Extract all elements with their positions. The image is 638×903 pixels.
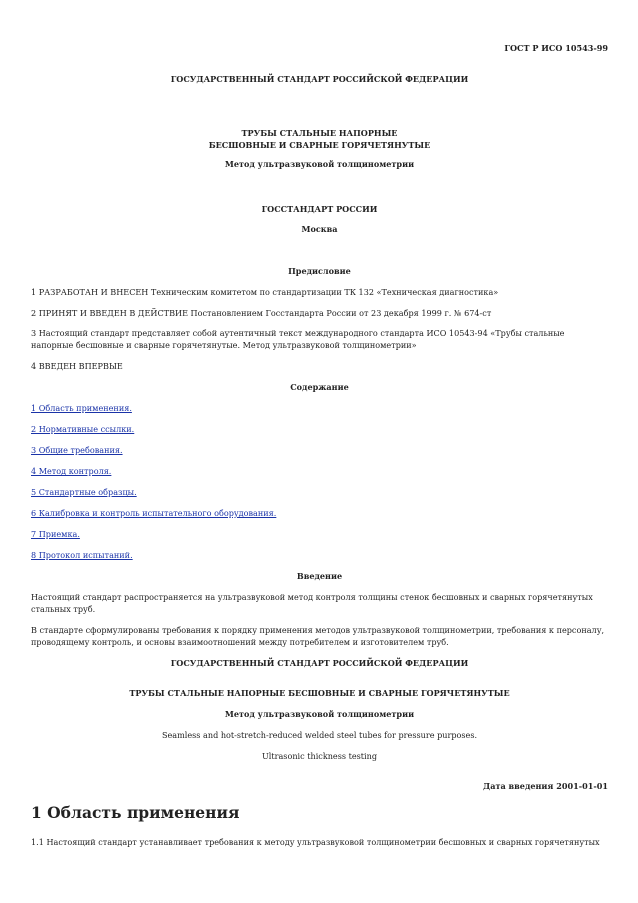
- foreword-item: 3 Настоящий стандарт представляет собой аутентичный текст международного стандарта ИСО 10543-94 «Трубы стальные напорные бесшовные и сварные горячетянутые. Метод ультразвуковой толщинометрии»: [31, 328, 565, 350]
- section-1-heading: 1 Область применения: [31, 803, 240, 822]
- toc-item: [31, 465, 608, 477]
- toc-item: [31, 486, 608, 498]
- contents-heading: Содержание: [290, 382, 349, 392]
- state-standard-heading-2: ГОСУДАРСТВЕННЫЙ СТАНДАРТ РОССИЙСКОЙ ФЕДЕРАЦИИ: [170, 658, 469, 668]
- standard-title: ТРУБЫ СТАЛЬНЫЕ НАПОРНЫЕ БЕСШОВНЫЕ И СВАРНЫЕ ГОРЯЧЕТЯНУТЫЕ: [129, 688, 510, 698]
- standard-method: Метод ультразвуковой толщинометрии: [224, 709, 415, 719]
- toc-link[interactable]: 8 Протокол испытаний.: [31, 550, 133, 560]
- toc-link[interactable]: 2 Нормативные ссылки.: [31, 424, 135, 434]
- introduction-paragraph: В стандарте сформулированы требования к порядку применения методов ультразвуковой толщинометрии, требования к персоналу, проводящему контроль, и основы взаимоотношений между потребителем и изготовителем труб.: [31, 625, 605, 647]
- title-line-1: ТРУБЫ СТАЛЬНЫЕ НАПОРНЫЕ: [241, 128, 398, 138]
- foreword-heading: Предисловие: [288, 266, 351, 276]
- toc-item: [31, 549, 608, 561]
- english-method: Ultrasonic thickness testing: [261, 751, 378, 761]
- method-subtitle: Метод ультразвуковой толщинометрии: [224, 159, 415, 169]
- city: Москва: [301, 224, 338, 234]
- toc-item: [31, 444, 608, 456]
- toc-link[interactable]: 6 Калибровка и контроль испытательного оборудования.: [31, 508, 277, 518]
- toc-item: [31, 507, 608, 519]
- title-line-2: БЕСШОВНЫЕ И СВАРНЫЕ ГОРЯЧЕТЯНУТЫЕ: [208, 140, 431, 150]
- introduction-paragraph: Настоящий стандарт распространяется на ультразвуковой метод контроля толщины стенок бесшовных и сварных горячетянутых стальных труб.: [31, 592, 593, 614]
- toc-item: [31, 528, 608, 540]
- foreword-item: 2 ПРИНЯТ И ВВЕДЕН В ДЕЙСТВИЕ Постановлением Госстандарта России от 23 декабря 1999 г. № 674-ст: [31, 308, 492, 318]
- toc-item: [31, 402, 608, 414]
- standard-code: ГОСТ Р ИСО 10543-99: [504, 43, 608, 53]
- english-title: Seamless and hot-stretch-reduced welded steel tubes for pressure purposes.: [161, 730, 478, 740]
- foreword-item: 1 РАЗРАБОТАН И ВНЕСЕН Техническим комитетом по стандартизации ТК 132 «Техническая диагностика»: [31, 287, 499, 297]
- section-1-paragraph: 1.1 Настоящий стандарт устанавливает требования к методу ультразвуковой толщинометрии бесшовных и сварных горячетянутых: [31, 837, 600, 847]
- introduction-heading: Введение: [296, 571, 343, 581]
- toc-link[interactable]: 7 Приемка.: [31, 529, 80, 539]
- toc-link[interactable]: 1 Область применения.: [31, 403, 132, 413]
- effective-date: Дата введения 2001-01-01: [483, 781, 608, 791]
- toc-item: [31, 423, 608, 435]
- publisher: ГОССТАНДАРТ РОССИИ: [261, 204, 378, 214]
- state-standard-heading: ГОСУДАРСТВЕННЫЙ СТАНДАРТ РОССИЙСКОЙ ФЕДЕРАЦИИ: [170, 74, 469, 84]
- foreword-item: 4 ВВЕДЕН ВПЕРВЫЕ: [31, 361, 123, 371]
- toc-link[interactable]: 4 Метод контроля.: [31, 466, 112, 476]
- toc-link[interactable]: 5 Стандартные образцы.: [31, 487, 137, 497]
- toc-link[interactable]: 3 Общие требования.: [31, 445, 123, 455]
